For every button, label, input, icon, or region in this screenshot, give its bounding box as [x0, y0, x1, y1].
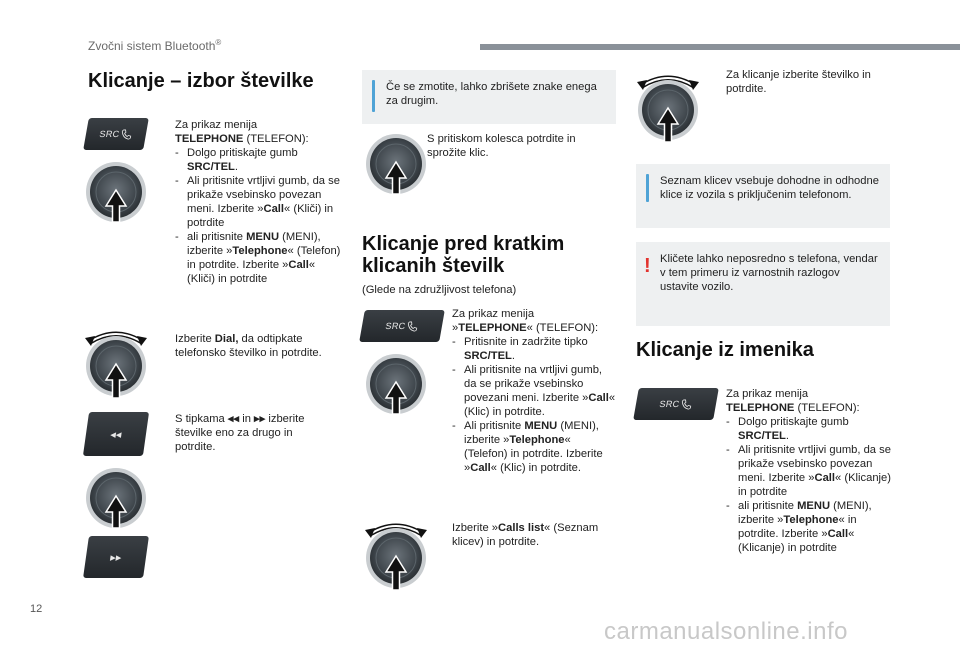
page-number: 12: [30, 603, 43, 615]
knob-rotate-icon: [636, 64, 700, 144]
section-title-dial: Klicanje – izbor številke: [88, 70, 314, 92]
src-tel-button: [83, 118, 149, 150]
info-icon: [646, 174, 649, 202]
list-item: - ali pritisnite MENU (MENI), izberite »Telephone« (Telefon) in potrdite. Izberite »Call« (Kliči) in potrdite: [175, 231, 341, 285]
recent-instructions: Za prikaz menija »TELEPHONE« (TELEFON): - Pritisnite in zadržite tipko SRC/TEL. - Ali pritisnite na vrtljivi gumb, da se prikaže vsebinsko povezani meni. Izberite »Call« (Klic) in potrdite. - Ali pritisnite MENU (MENI), izberite »Telephone« (Telefon) in potrdite. Izberite »Call« (Klic) in potrdite.: [452, 308, 616, 474]
knob-rotate-icon: [84, 320, 148, 400]
confirm-call-text: S pritiskom kolesca potrdite in sprožite klic.: [427, 133, 576, 159]
section-title-contacts: Klicanje iz imenika: [636, 339, 814, 361]
phone-icon: [406, 321, 419, 332]
info-box-correction: Če se zmotite, lahko zbrišete znake enega za drugim.: [362, 70, 616, 124]
dial-instructions: Za prikaz menija TELEPHONE (TELEFON): - Dolgo pritiskajte gumb SRC/TEL. - Ali pritisnite vrtljivi gumb, da se prikaže vsebinsko povezan meni. Izberite »Call« (Kliči) in potrdite - ali pritisnite MENU (MENI), izberite »Telephone« (Telefon) in potrdite. Izberite »Call« (Kliči) in potrdite: [175, 118, 343, 286]
seek-back-icon: ◂◂: [109, 428, 123, 441]
info-box-calls-list: Seznam klicev vsebuje dohodne in odhodne klice iz vozila s priključenim telefonom.: [636, 164, 890, 228]
list-item: - ali pritisnite MENU (MENI), izberite »Telephone« in potrdite. Izberite »Call« (Klicanje) in potrdite: [726, 500, 872, 554]
watermark: carmanualsonline.info: [604, 618, 848, 645]
seek-forward-glyph: ▸▸: [254, 413, 266, 425]
knob-rotate-icon: [364, 512, 428, 592]
list-item: - Ali pritisnite vrtljivi gumb, da se prikaže vsebinsko povezan meni. Izberite »Call« (Kliči) in potrdite: [175, 175, 340, 229]
seek-back-button: [83, 412, 149, 456]
dial-select-text: Izberite Dial, da odtipkate telefonsko številko in potrdite.: [175, 333, 322, 359]
seek-instructions: S tipkama ◂◂ in ▸▸ izberite številke eno za drugo in potrdite.: [175, 413, 305, 453]
src-tel-button: [359, 310, 445, 342]
list-item: - Ali pritisnite vrtljivi gumb, da se prikaže vsebinsko povezan meni. Izberite »Call« (Klicanje) in potrdite: [726, 444, 891, 498]
select-number-text: Za klicanje izberite številko in potrdite.: [726, 69, 871, 95]
knob-push-icon: [364, 352, 428, 416]
info-icon: [372, 80, 375, 112]
running-header: Zvočni sistem Bluetooth®: [88, 38, 222, 53]
warning-icon: !: [644, 255, 651, 277]
calls-list-text: Izberite »Calls list« (Seznam klicev) in potrdite.: [452, 522, 599, 548]
contacts-instructions: Za prikaz menija TELEPHONE (TELEFON): - Dolgo pritiskajte gumb SRC/TEL. - Ali pritisnite vrtljivi gumb, da se prikaže vsebinsko povezan meni. Izberite »Call« (Klicanje) in potrdite - ali pritisnite MENU (MENI), izberite »Telephone« in potrdite. Izberite »Call« (Klicanje) in potrdite: [726, 387, 894, 555]
header-bar: [480, 44, 960, 50]
list-item: - Dolgo pritiskajte gumb SRC/TEL.: [175, 147, 298, 173]
compatibility-note: (Glede na združljivost telefona): [362, 284, 517, 296]
knob-push-icon: [364, 132, 428, 196]
src-label: SRC: [384, 321, 407, 331]
list-item: - Dolgo pritiskajte gumb SRC/TEL.: [726, 416, 849, 442]
knob-push-icon: [84, 160, 148, 224]
warning-box: ! Kličete lahko neposredno s telefona, vendar v tem primeru iz varnostnih razlogov ustavite vozilo.: [636, 242, 890, 326]
section-title-recent: Klicanje pred kratkim klicanih številk: [362, 233, 565, 277]
phone-icon: [120, 129, 133, 140]
src-tel-button: [633, 388, 719, 420]
seek-back-glyph: ◂◂: [227, 413, 240, 425]
seek-forward-button: [83, 536, 149, 578]
seek-forward-icon: ▸▸: [109, 551, 123, 564]
list-item: - Ali pritisnite MENU (MENI), izberite »Telephone« (Telefon) in potrdite. Izberite »Call« (Klic) in potrdite.: [452, 420, 603, 474]
list-item: - Pritisnite in zadržite tipko SRC/TEL.: [452, 336, 588, 362]
phone-icon: [680, 399, 693, 410]
src-label: SRC: [658, 399, 681, 409]
knob-push-icon: [84, 466, 148, 530]
list-item: - Ali pritisnite na vrtljivi gumb, da se prikaže vsebinsko povezani meni. Izberite »Call« (Klic) in potrdite.: [452, 364, 616, 418]
src-label: SRC: [98, 129, 121, 139]
